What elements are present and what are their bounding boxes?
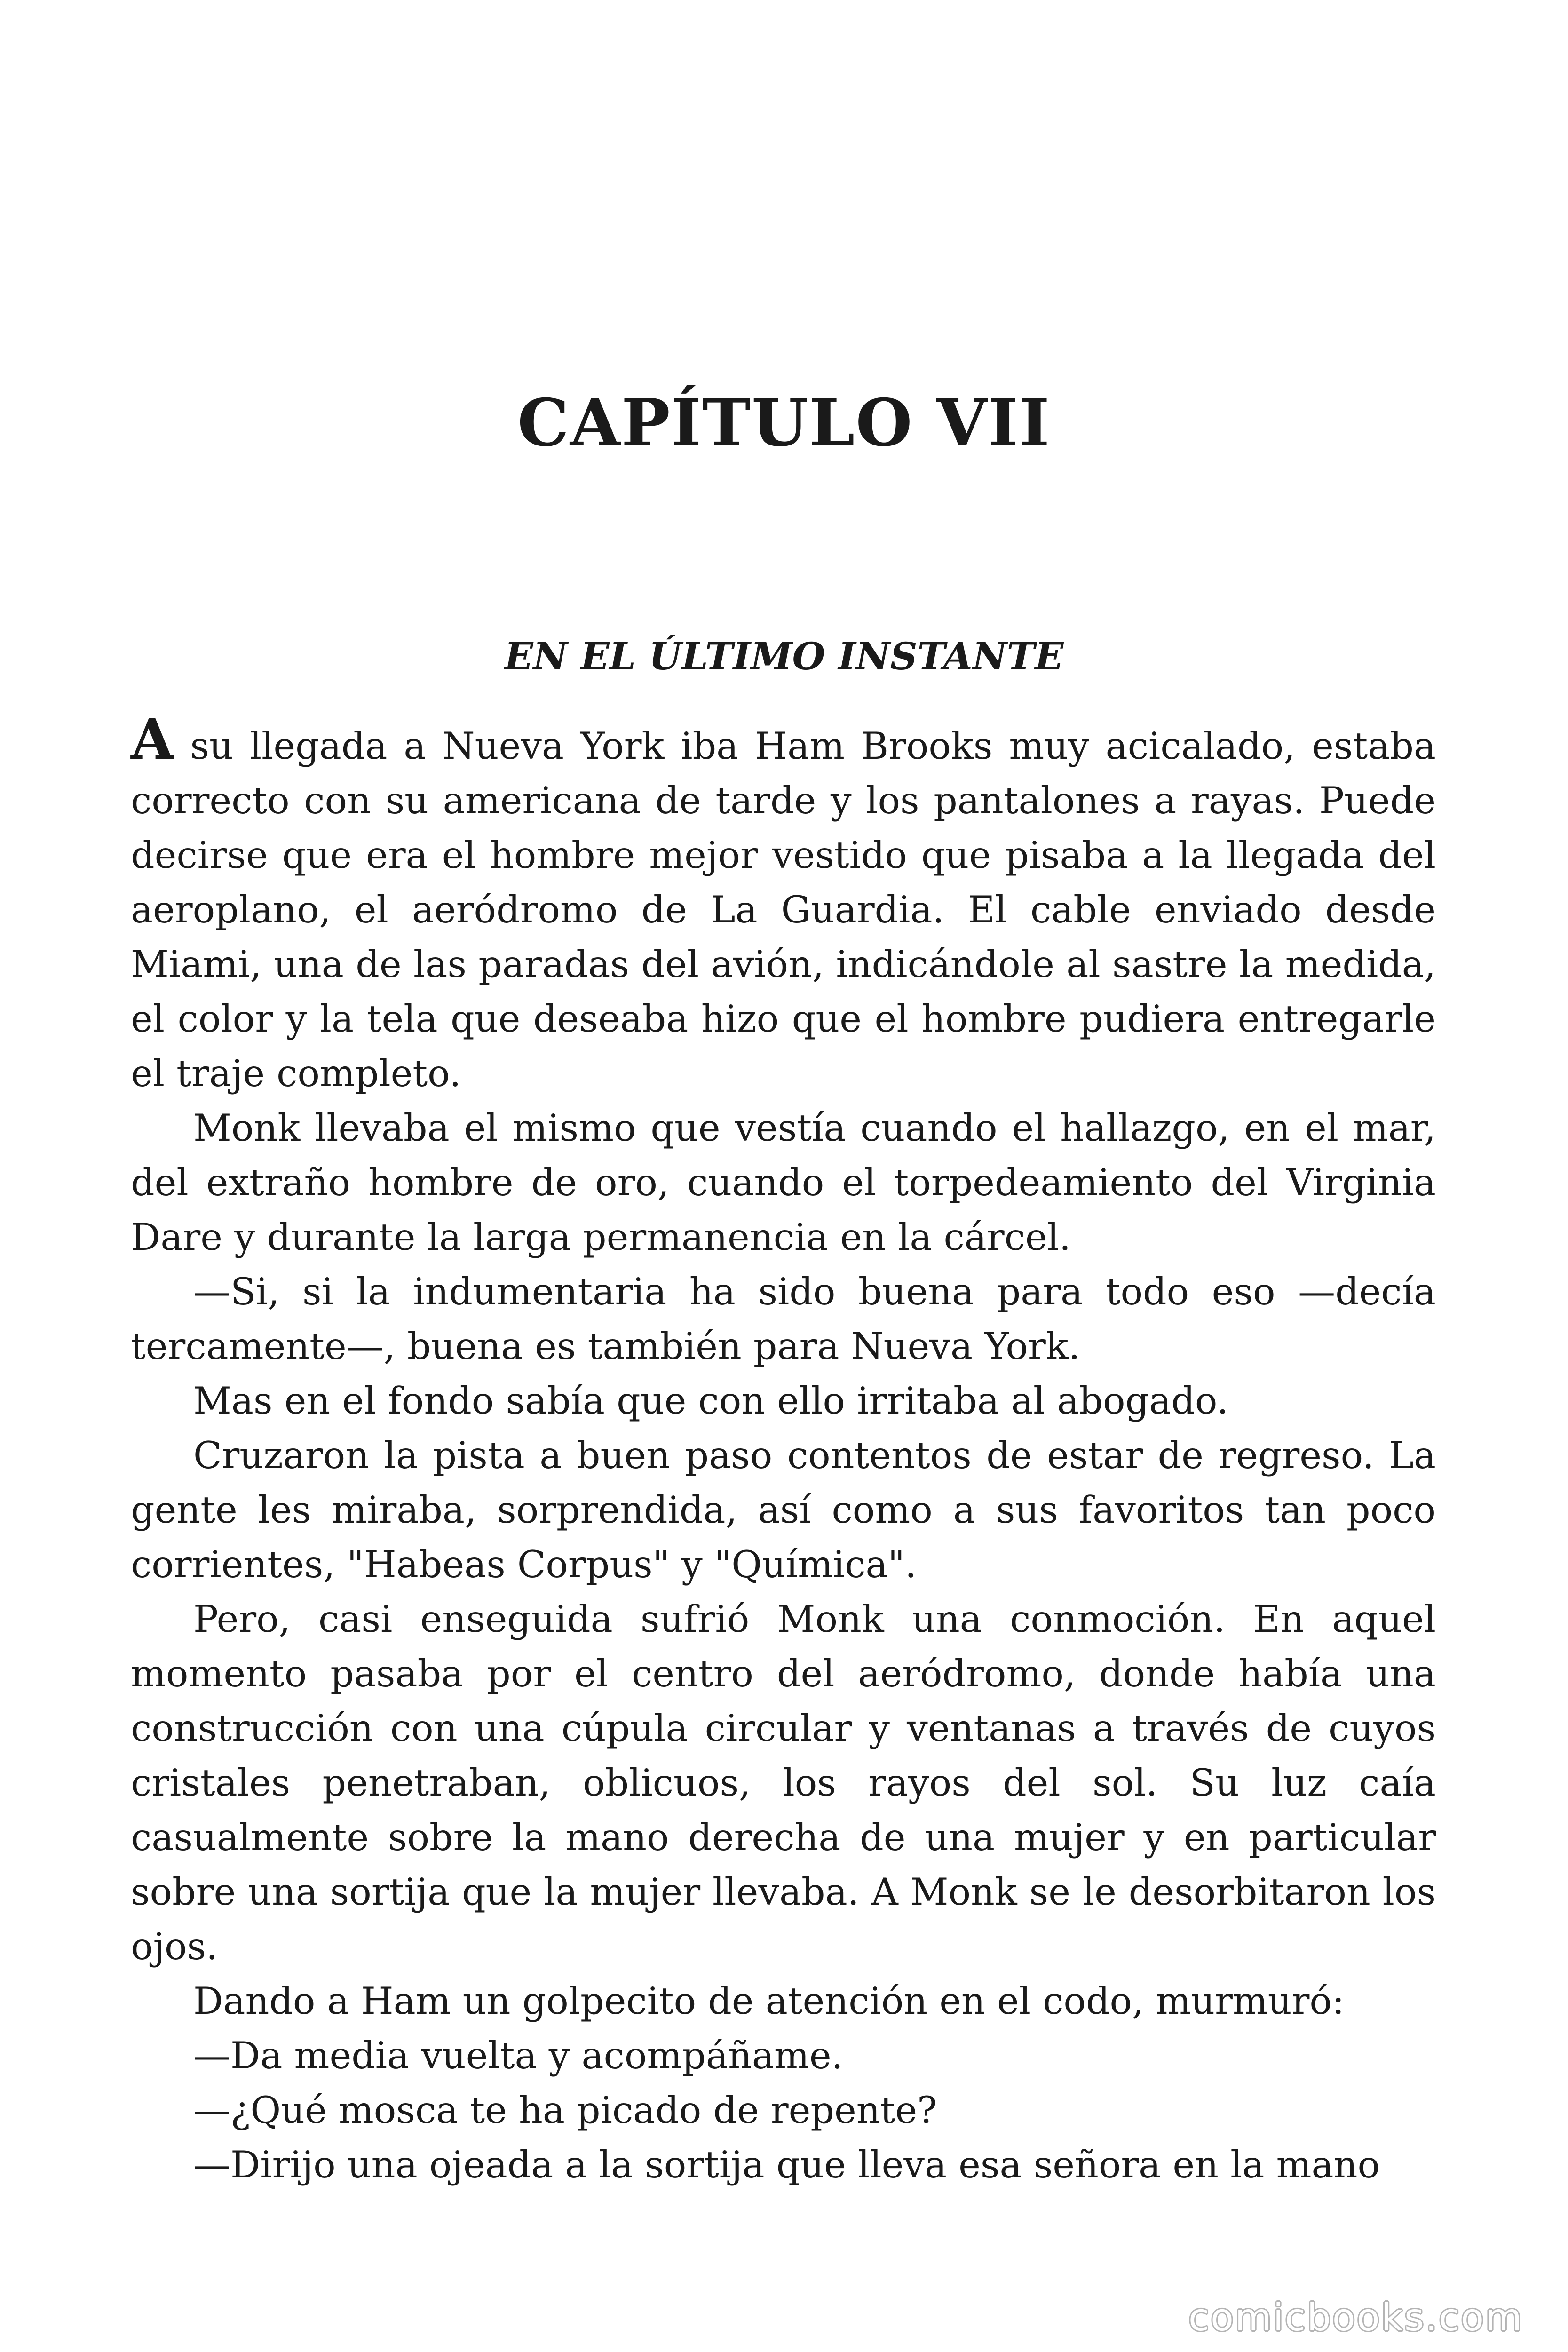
paragraph-6: Pero, casi enseguida sufrió Monk una conmoción. En aquel momento pasaba por el centro del aeródromo, donde había una construcción con una cúpula circular y ventanas a través de cuyos cristales penetraban, oblicuos, los rayos del sol. Su luz caía casualmente sobre la mano derecha de una mujer y en particular sobre una sortija que la mujer llevaba. A Monk se le desorbitaron los ojos. bbox=[131, 1597, 1436, 1968]
chapter-title: CAPÍTULO VII bbox=[517, 384, 1051, 461]
paragraph-4: Mas en el fondo sabía que con ello irritaba al abogado. bbox=[193, 1379, 1229, 1422]
chapter-body bbox=[131, 707, 1436, 2192]
paragraph-1-text: su llegada a Nueva York iba Ham Brooks muy acicalado, estaba correcto con su americana de tarde y los pantalones a rayas. Puede decirse que era el hombre mejor vestido que pisaba a la llegada del aeroplano, el aeródromo de La Guardia. El cable enviado desde Miami, una de las paradas del avión, indicándole al sastre la medida, el color y la tela que deseaba hizo que el hombre pudiera entregarle el traje completo. bbox=[131, 724, 1436, 1095]
paragraph-10: —Dirijo una ojeada a la sortija que lleva esa señora en la mano bbox=[193, 2143, 1380, 2186]
paragraph-2: Monk llevaba el mismo que vestía cuando el hallazgo, en el mar, del extraño hombre de oro, cuando el torpedeamiento del Virginia Dare y durante la larga permanencia en la cárcel. bbox=[131, 1106, 1436, 1259]
paragraph-7: Dando a Ham un golpecito de atención en el codo, murmuró: bbox=[193, 1979, 1345, 2023]
paragraph-8: —Da media vuelta y acompáñame. bbox=[193, 2034, 843, 2077]
watermark: comicbooks.com bbox=[1188, 2296, 1523, 2339]
paragraph-9: —¿Qué mosca te ha picado de repente? bbox=[193, 2089, 937, 2132]
paragraph-5: Cruzaron la pista a buen paso contentos de estar de regreso. La gente les miraba, sorprendida, así como a sus favoritos tan poco corrientes, "Habeas Corpus" y "Química". bbox=[131, 1434, 1436, 1586]
drop-cap: A bbox=[131, 707, 174, 772]
paragraph-3: —Si, si la indumentaria ha sido buena para todo eso —decía tercamente—, buena es también para Nueva York. bbox=[131, 1270, 1436, 1368]
paragraph-1 bbox=[131, 707, 1436, 1101]
section-title: EN EL ÚLTIMO INSTANTE bbox=[504, 634, 1064, 678]
